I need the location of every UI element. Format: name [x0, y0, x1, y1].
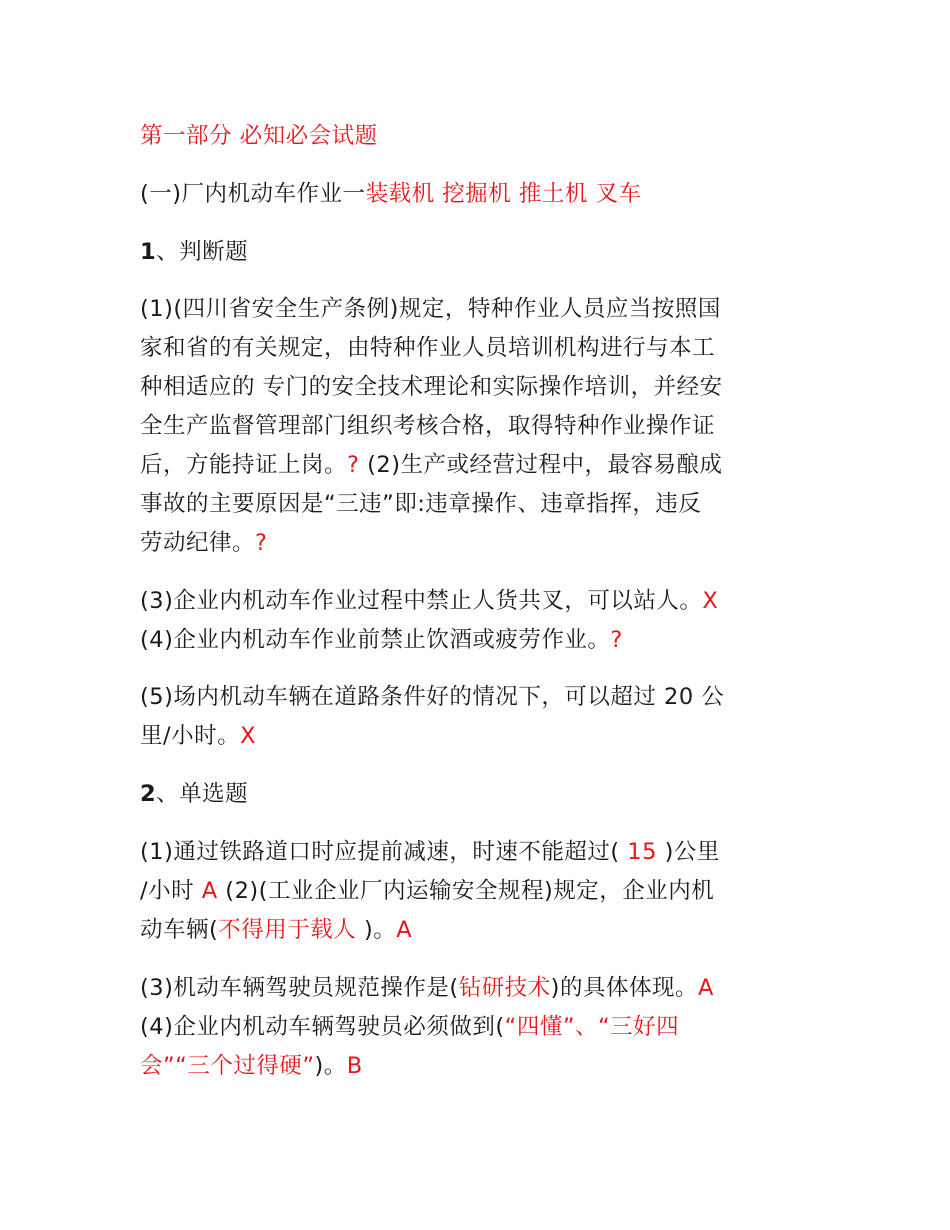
mc-line-4 — [140, 974, 714, 1002]
section-heading — [140, 180, 642, 208]
part-title-text: 第一部分 必知必会试题 — [140, 123, 378, 149]
mc-text: )。 — [356, 917, 397, 943]
tf-text: 全生产监督管理部门组织考核合格，取得特种作业操作证 — [140, 413, 716, 439]
mc-line-2 — [140, 877, 714, 905]
tf-text: 劳动纪律。 — [140, 530, 256, 556]
mc-heading — [140, 780, 248, 808]
tf-text: (1)(四川省安全生产条例)规定，特种作业人员应当按照国 — [140, 296, 721, 322]
tf-line-1 — [140, 295, 721, 323]
part-title — [140, 122, 378, 150]
tf-q5-line-1 — [140, 683, 724, 711]
tf-answer: X — [702, 588, 719, 614]
tf-heading-title: 、判断题 — [156, 239, 249, 265]
mc-text: )的具体体现。 — [550, 975, 698, 1001]
mc-line-3 — [140, 916, 412, 944]
tf-line-6 — [140, 490, 701, 518]
section-prefix: (一)厂内机动车作业一 — [140, 181, 366, 207]
mc-heading-title: 、单选题 — [156, 781, 249, 807]
mc-fill: 钻研技术 — [458, 975, 551, 1001]
tf-line-3 — [140, 373, 723, 401]
mc-answer: B — [346, 1053, 363, 1079]
tf-heading — [140, 238, 248, 266]
mc-fill: 15 — [619, 839, 665, 865]
tf-text: 家和省的有关规定，由特种作业人员培训机构进行与本工 — [140, 335, 716, 361]
mc-text: (3)机动车辆驾驶员规范操作是( — [140, 975, 459, 1001]
tf-answer: ? — [610, 627, 623, 653]
mc-answer: A — [697, 975, 714, 1001]
mc-answer: A — [396, 917, 413, 943]
tf-q4 — [140, 626, 623, 654]
tf-answer: ? — [347, 452, 360, 478]
tf-q5-line-2 — [140, 722, 256, 750]
mc-fill: 会”“三个过得硬” — [140, 1053, 315, 1079]
mc-text: (4)企业内机动车辆驾驶员必须做到( — [140, 1014, 505, 1040]
tf-text: 后，方能持证上岗。 — [140, 452, 348, 478]
mc-fill: “四懂”、“三好四 — [504, 1014, 680, 1040]
tf-answer: ? — [255, 530, 268, 556]
tf-text: (2)生产或经营过程中，最容易酿成 — [359, 452, 723, 478]
tf-text: (3)企业内机动车作业过程中禁止人货共叉，可以站人。 — [140, 588, 703, 614]
mc-text: (1)通过铁路道口时应提前减速，时速不能超过( — [140, 839, 620, 865]
mc-text: (2)(工业企业厂内运输安全规程)规定，企业内机 — [217, 878, 715, 904]
tf-text: 事故的主要原因是“三违”即:违章操作、违章指挥，违反 — [140, 491, 702, 517]
tf-line-2 — [140, 334, 715, 362]
tf-text: 里/小时。 — [140, 723, 241, 749]
mc-heading-number: 2 — [140, 781, 157, 807]
mc-answer: A — [201, 878, 218, 904]
tf-text: 种相适应的 专门的安全技术理论和实际操作培训，并经安 — [140, 374, 723, 400]
tf-line-5 — [140, 451, 723, 479]
mc-text: /小时 — [140, 878, 202, 904]
tf-heading-number: 1 — [140, 239, 157, 265]
section-vehicles: 装载机 挖掘机 推土机 叉车 — [365, 181, 642, 207]
tf-q3 — [140, 587, 718, 615]
mc-fill: 不得用于载人 — [218, 917, 357, 943]
tf-text: (5)场内机动车辆在道路条件好的情况下，可以超过 20 公 — [140, 684, 725, 710]
mc-line-1 — [140, 838, 720, 866]
mc-text: )。 — [314, 1053, 347, 1079]
tf-line-4 — [140, 412, 715, 440]
tf-line-7 — [140, 529, 267, 557]
mc-line-5 — [140, 1013, 679, 1041]
tf-answer: X — [240, 723, 257, 749]
mc-text: 动车辆( — [140, 917, 219, 943]
tf-text: (4)企业内机动车作业前禁止饮酒或疲劳作业。 — [140, 627, 611, 653]
mc-line-6 — [140, 1052, 363, 1080]
mc-text: )公里 — [664, 839, 720, 865]
